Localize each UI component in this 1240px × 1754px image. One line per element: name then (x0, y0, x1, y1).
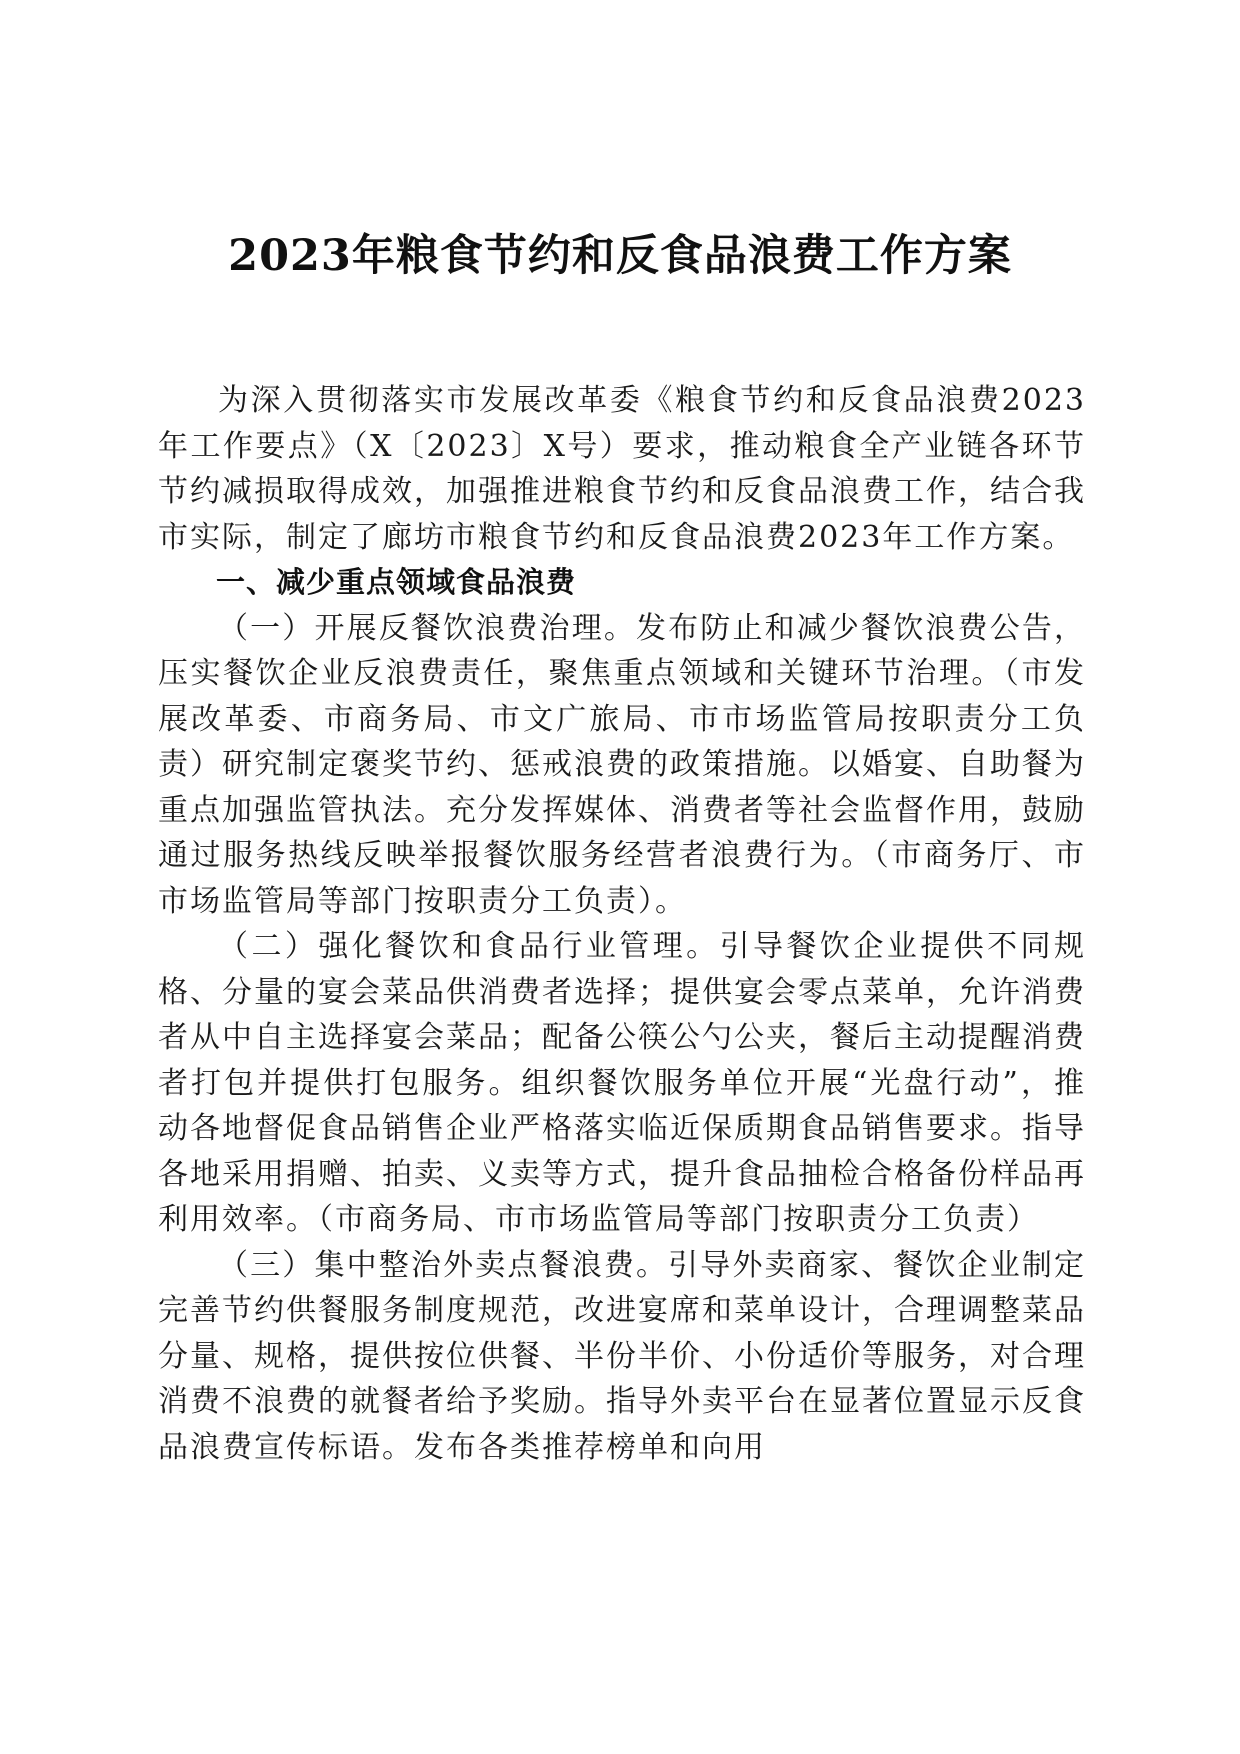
paragraph-item-2: （二）强化餐饮和食品行业管理。引导餐饮企业提供不同规格、分量的宴会菜品供消费者选择；提供宴会零点菜单，允许消费者从中自主选择宴会菜品；配备公筷公勺公夹，餐后主动提醒消费者打包并提供打包服务。组织餐饮服务单位开展“光盘行动”，推动各地督促食品销售企业严格落实临近保质期食品销售要求。指导各地采用捐赠、拍卖、义卖等方式，提升食品抽检合格备份样品再利用效率。（市商务局、市市场监管局等部门按职责分工负责） (158, 929, 1086, 1237)
paragraph-item-1: （一）开展反餐饮浪费治理。发布防止和减少餐饮浪费公告，压实餐饮企业反浪费责任，聚焦重点领域和关键环节治理。（市发展改革委、市商务局、市文广旅局、市市场监管局按职责分工负责）研究制定褒奖节约、惩戒浪费的政策措施。以婚宴、自助餐为重点加强监管执法。充分发挥媒体、消费者等社会监督作用，鼓励通过服务热线反映举报餐饮服务经营者浪费行为。（市商务厅、市市场监管局等部门按职责分工负责）。 (158, 610, 1086, 919)
document-body (158, 378, 1086, 1470)
intro-paragraph: 为深入贯彻落实市发展改革委《粮食节约和反食品浪费2023年工作要点》（X〔2023〕X号）要求，推动粮食全产业链各环节节约减损取得成效，加强推进粮食节约和反食品浪费工作，结合我市实际，制定了廊坊市粮食节约和反食品浪费2023年工作方案。 (158, 383, 1086, 555)
section-heading-1: 一、减少重点领域食品浪费 (216, 565, 577, 599)
document-title: 2023年粮食节约和反食品浪费工作方案 (228, 231, 1012, 281)
paragraph-item-3: （三）集中整治外卖点餐浪费。引导外卖商家、餐饮企业制定完善节约供餐服务制度规范，改进宴席和菜单设计，合理调整菜品分量、规格，提供按位供餐、半份半价、小份适价等服务，对合理消费不浪费的就餐者给予奖励。指导外卖平台在显著位置显示反食品浪费宣传标语。发布各类推荐榜单和向用 (158, 1247, 1086, 1465)
